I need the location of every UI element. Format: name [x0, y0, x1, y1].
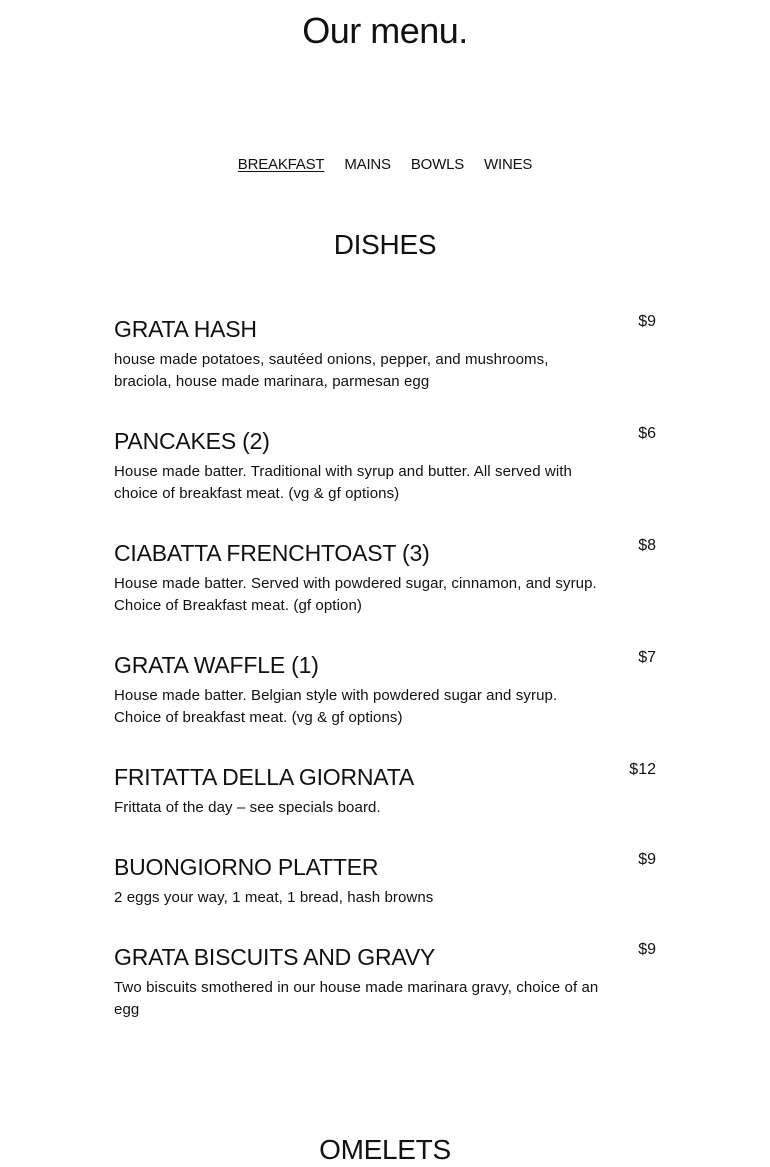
item-description: 2 eggs your way, 1 meat, 1 bread, hash browns	[114, 889, 434, 906]
item-price: $12	[629, 761, 656, 778]
menu-item	[114, 853, 656, 909]
menu-category-tabs	[0, 156, 770, 173]
page-title: Our menu.	[302, 10, 468, 51]
tab-wines[interactable]: WINES	[484, 156, 533, 173]
item-price: $7	[638, 649, 656, 666]
item-price: $9	[638, 941, 656, 958]
menu-item	[114, 315, 656, 393]
item-name: GRATA BISCUITS AND GRAVY	[114, 944, 436, 970]
item-price: $9	[638, 313, 656, 330]
item-description: house made potatoes, sautéed onions, pepper, and mushrooms, braciola, house made marinara, parmesan egg	[114, 351, 549, 390]
item-price: $9	[638, 851, 656, 868]
menu-item	[114, 539, 656, 617]
item-description: House made batter. Belgian style with powdered sugar and syrup. Choice of breakfast meat. (vg & gf options)	[114, 687, 558, 726]
tab-bowls[interactable]: BOWLS	[410, 156, 465, 173]
menu-item	[114, 943, 656, 1021]
item-description: Two biscuits smothered in our house made marinara gravy, choice of an egg	[114, 979, 599, 1018]
item-name: CIABATTA FRENCHTOAST (3)	[114, 540, 430, 566]
menu-item	[114, 651, 656, 729]
tab-mains[interactable]: MAINS	[344, 156, 391, 173]
section-title-omelets: OMELETS	[319, 1134, 451, 1165]
item-price: $8	[638, 537, 656, 554]
item-name: GRATA HASH	[114, 316, 257, 342]
tab-breakfast[interactable]: BREAKFAST	[237, 156, 325, 173]
section-title-dishes: DISHES	[333, 229, 437, 260]
item-name: FRITATTA DELLA GIORNATA	[114, 764, 414, 790]
item-name: BUONGIORNO PLATTER	[114, 854, 379, 880]
item-description: House made batter. Served with powdered sugar, cinnamon, and syrup. Choice of Breakfast meat. (gf option)	[114, 575, 597, 614]
menu-item	[114, 763, 656, 819]
item-description: Frittata of the day – see specials board.	[114, 799, 381, 816]
item-name: PANCAKES (2)	[114, 428, 270, 454]
menu-item	[114, 427, 656, 505]
item-name: GRATA WAFFLE (1)	[114, 652, 319, 678]
item-description: House made batter. Traditional with syrup and butter. All served with choice of breakfast meat. (vg & gf options)	[114, 463, 572, 502]
item-price: $6	[638, 425, 656, 442]
